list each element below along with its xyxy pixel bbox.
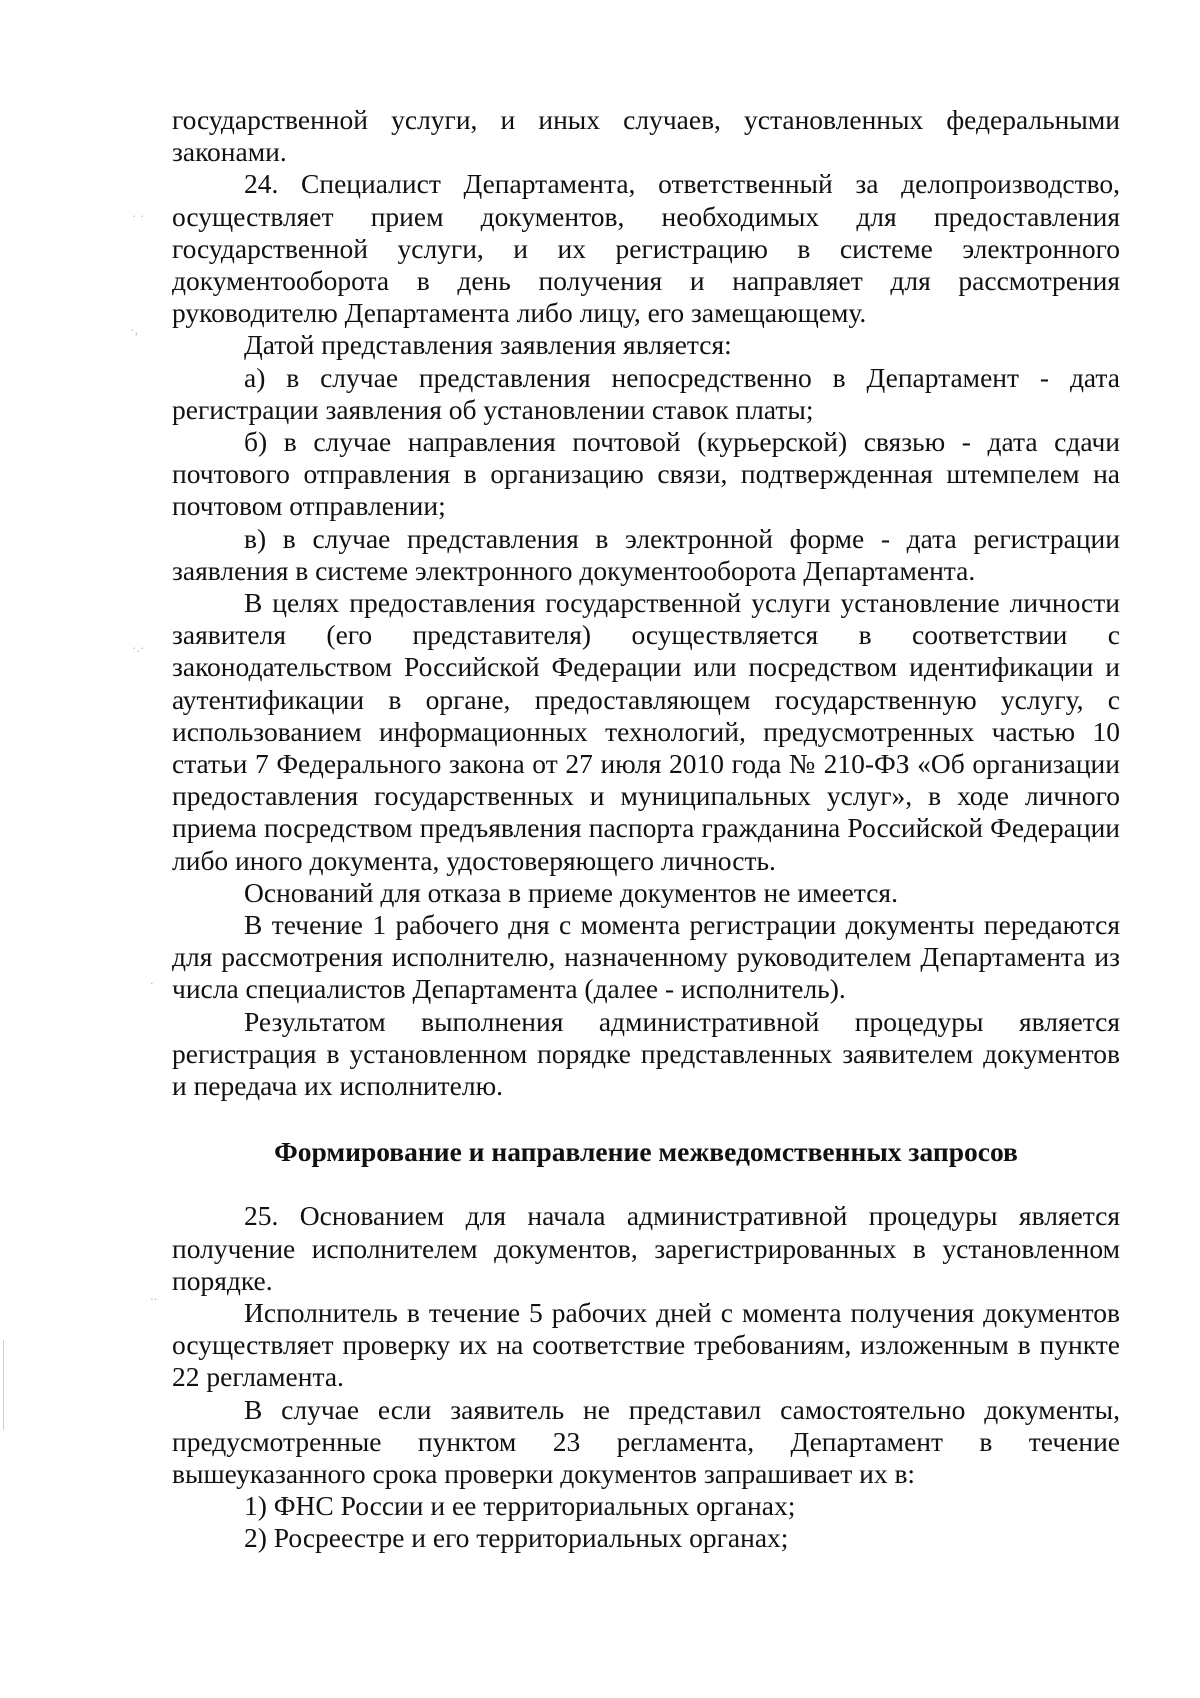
document-page <box>172 104 1120 1555</box>
paragraph: Датой представления заявления является: <box>244 329 732 361</box>
scan-speck: ·.· <box>132 640 145 655</box>
paragraph: 24. Специалист Департамента, ответственный за делопроизводство, осуществляет прием документов, необходимых для предоставления государственной услуги, и их регистрацию в системе электронного документооборота в день получения и направляет для рассмотрения руководителю Департамента либо лицу, его замещающему. <box>172 168 1120 329</box>
paragraph: государственной услуги, и иных случаев, установленных федеральными законами. <box>172 104 1120 168</box>
paragraph: в) в случае представления в электронной форме - дата регистрации заявления в системе электронного документооборота Департамента. <box>172 522 1120 586</box>
paragraph: а) в случае представления непосредственно в Департамент - дата регистрации заявления об установлении ставок платы; <box>172 361 1120 425</box>
scan-edge-line <box>3 1340 4 1430</box>
scan-speck: . <box>150 972 154 987</box>
list <box>172 1490 1120 1554</box>
paragraph: Исполнитель в течение 5 рабочих дней с момента получения документов осуществляет проверку их на соответствие требованиям, изложенным в пункте 22 регламента. <box>172 1296 1120 1393</box>
paragraph: 25. Основанием для начала административной процедуры является получение исполнителем документов, зарегистрированных в установленном порядке. <box>172 1200 1120 1296</box>
paragraph: В случае если заявитель не представил самостоятельно документы, предусмотренные пунктом 23 регламента, Департамент в течение вышеуказанного срока проверки документов запрашивает их в: <box>172 1393 1120 1489</box>
section-heading: Формирование и направление межведомственных запросов <box>274 1136 1018 1168</box>
paragraph: В целях предоставления государственной услуги установление личности заявителя (его представителя) осуществляется в соответствии с законодательством Российской Федерации или посредством идентификации и аутентификации в органе, предоставляющем государственную услугу, с использованием информационных технологий, предусмотренных частью 10 статьи 7 Федерального закона от 27 июля 2010 года № 210-ФЗ «Об организации предоставления государственных и муниципальных услуг», в ходе личного приема посредством предъявления паспорта гражданина Российской Федерации либо иного документа, удостоверяющего личность. <box>172 587 1120 876</box>
scan-speck: ·, <box>130 322 138 337</box>
paragraph: Результатом выполнения административной процедуры является регистрация в установленном порядке представленных заявителем документов и передача их исполнителю. <box>172 1005 1120 1102</box>
list-item: 2) Росреестре и его территориальных органах; <box>244 1522 789 1554</box>
paragraphs-before-heading <box>172 104 1120 1102</box>
scan-speck: .. <box>150 1288 158 1303</box>
list-item: 1) ФНС России и ее территориальных органах; <box>244 1490 796 1522</box>
paragraph: б) в случае направления почтовой (курьерской) связью - дата сдачи почтового отправления в организацию связи, подтвержденная штемпелем на почтовом отправлении; <box>172 426 1120 522</box>
paragraphs-after-heading <box>172 1200 1120 1490</box>
paragraph: Оснований для отказа в приеме документов не имеется. <box>244 876 898 908</box>
paragraph: В течение 1 рабочего дня с момента регистрации документы передаются для рассмотрения исполнителю, назначенному руководителем Департамента из числа специалистов Департамента (далее - исполнитель). <box>172 909 1120 1005</box>
scan-speck: · · <box>132 208 145 223</box>
